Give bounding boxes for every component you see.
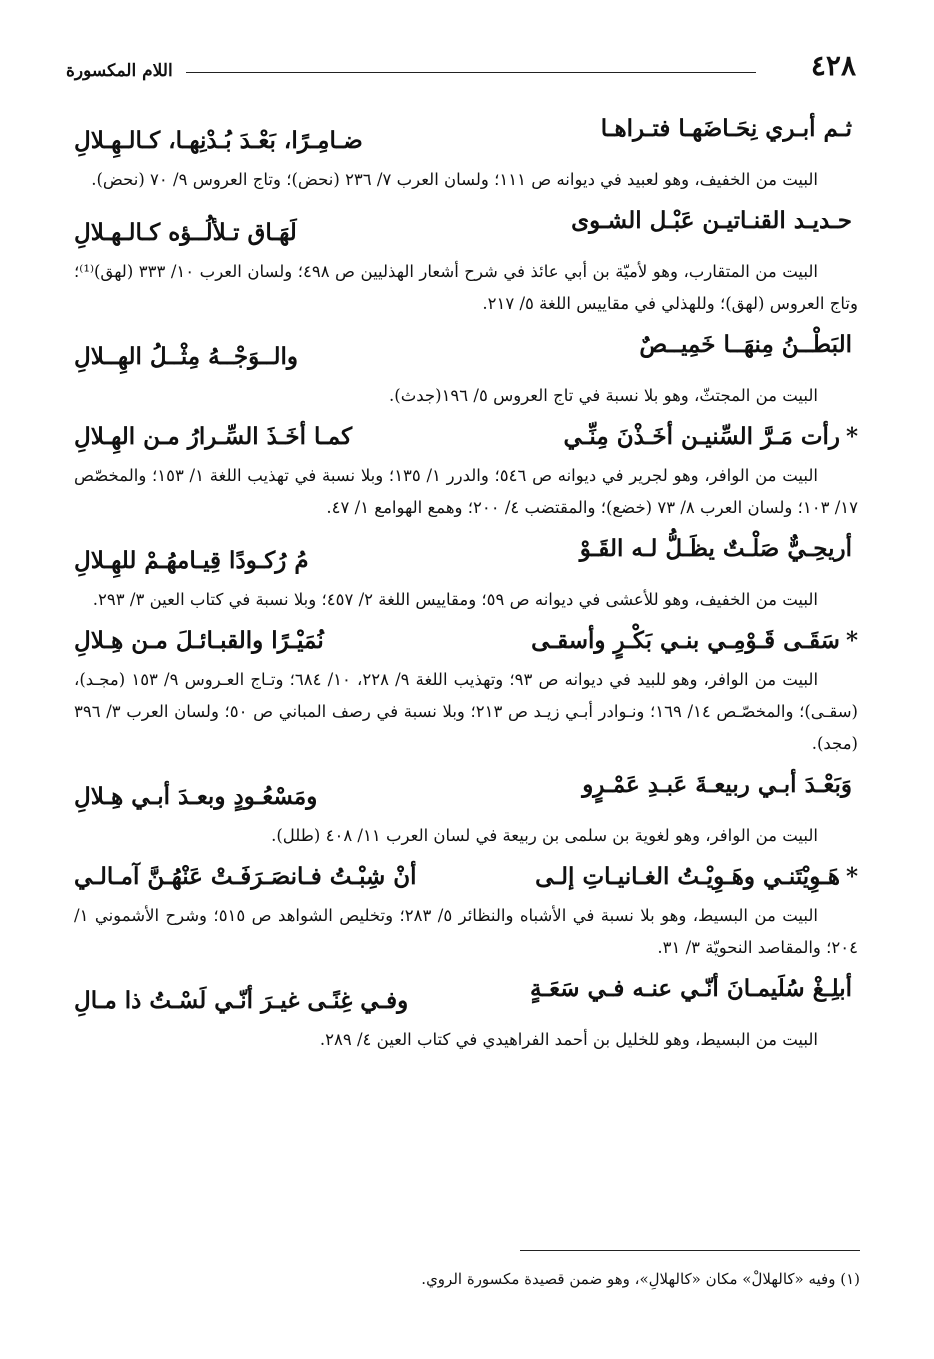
verse <box>74 202 858 252</box>
verse-marker: * <box>845 863 858 890</box>
hemistich-first: أبلِـغْ سُلَيمـانَ أنّـي عنـه فـي سَعَـةٍ <box>530 975 852 1002</box>
verse <box>74 622 858 660</box>
verse <box>74 970 858 1020</box>
verse <box>74 326 858 376</box>
hemistich-second: أنْ شِبْـتُ فـانصَـرَفَـتْ عَنْهُـنَّ آمـالـي <box>74 863 417 890</box>
footnote: (١) وفيه «كالهلالْ» مكان «كالهلالِ»، وهو ضمن قصيدة مكسورة الروي. <box>421 1270 860 1288</box>
verse <box>74 110 858 160</box>
hemistich-second: مُ رُكـودًا قِيـامهُـمْ للهِـلالِ <box>74 547 309 574</box>
hemistich-first: وَبَعْـدَ أبـي ربيعـةَ عَبـدِ عَمْـرٍو <box>582 771 852 798</box>
hemistich-second: وفـي غِنًـى غيـرَ أنّـي لَسْـتُ ذا مـالِ <box>74 987 409 1014</box>
hemistich-second: ومَسْعُـودٍ وبعـدَ أبـي هِـلالِ <box>74 783 318 810</box>
verse-note: البيت من الوافر، وهو لجرير في ديوانه ص ٥٤٦؛ والدرر ١/ ١٣٥؛ وبلا نسبة في تهذيب اللغة ١/ ١٥٣؛ والمخصّص ١٧/ ١٠٣؛ ولسان العرب ٨/ ٧٣ (خضع)؛ والمقتضب ٤/ ٢٠٠؛ وهمع الهوامع ١/ ٤٧. <box>74 466 858 517</box>
verse-note: البيت من الوافر، وهو لغوية بن سلمى بن ربيعة في لسان العرب ١١/ ٤٠٨ (طلل). <box>271 826 818 845</box>
verse <box>74 418 858 456</box>
verse-note: البيت من الوافر، وهو للبيد في ديوانه ص ٩٣؛ وتهذيب اللغة ٩/ ٢٢٨، ١٠/ ٦٨٤؛ وتـاج العـروس ٩/ ١٥٣ (مجـد)، (سقـى)؛ والمخصّـص ١٤/ ١٦٩؛ ونـوادر أبـي زيـد ص ٢١٣؛ وبلا نسبة في رصف المباني ص ٥٠؛ ولسان العرب ٣/ ٣٩٦ (مجد). <box>74 670 858 753</box>
verse-note: البيت من الخفيف، وهو للأعشى في ديوانه ص ٥٩؛ ومقاييس اللغة ٢/ ٤٥٧؛ وبلا نسبة في كتاب العين ٣/ ٢٩٣. <box>92 590 818 609</box>
page-content <box>74 106 858 1062</box>
hemistich-first: ثـم أبـري نِحَـاضَهـا فتـراهـا <box>600 115 852 142</box>
verse <box>74 858 858 896</box>
hemistich-first: سَقَـى قَـوْمِـي بنـي بَكْـرٍ وأسقـى <box>531 627 840 654</box>
verse-note: البيت من البسيط، وهو بلا نسبة في الأشباه والنظائر ٥/ ٢٨٣؛ وتخليص الشواهد ص ٥١٥؛ وشرح الأشموني ١/ ٢٠٤؛ والمقاصد النحويّة ٣/ ٣١. <box>74 906 858 957</box>
hemistich-first: حـديـد القنـاتيـن عَبْـل الشـوى <box>571 207 852 234</box>
verse-marker: * <box>845 423 858 450</box>
page-number: ٤٢٨ <box>810 49 856 82</box>
page-header <box>66 50 856 90</box>
section-title: اللام المكسورة <box>66 61 173 81</box>
header-rule <box>186 72 756 73</box>
verse <box>74 766 858 816</box>
hemistich-second: ضـامِـرًا، بَعْـدَ بُـدْنِهـا، كـالـهِـلالِ <box>74 127 363 154</box>
verse-note: البيت من المتقارب، وهو لأميّة بن أبي عائذ في شرح أشعار الهذليين ص ٤٩٨؛ ولسان العرب ١٠/ ٣٣٣ (لهق)⁽¹⁾؛ وتاج العروس (لهق)؛ وللهذلي في مقاييس اللغة ٥/ ٢١٧. <box>74 262 858 313</box>
verse <box>74 530 858 580</box>
hemistich-first: أريحِـيٌّ صَلْـتٌ يظَـلُّ لـه القَـوْ <box>579 535 852 562</box>
hemistich-second: والــوَجْــهُ مِثْــلُ الهِــلالِ <box>74 343 298 370</box>
verse-note: البيت من البسيط، وهو للخليل بن أحمد الفراهيدي في كتاب العين ٤/ ٢٨٩. <box>319 1030 818 1049</box>
hemistich-first: هَـوِيْتَنـي وهَـوِيْـتُ الغـانيـاتِ إلـى <box>535 863 840 890</box>
verse-marker: * <box>845 627 858 654</box>
hemistich-second: كمـا أخَـذَ السِّـرارُ مـن الهِـلالِ <box>74 423 353 450</box>
footnote-rule <box>520 1250 860 1251</box>
hemistich-second: نُمَيْـرًا والقبـائـلَ مـن هِـلالِ <box>74 627 324 654</box>
hemistich-first: رأت مَـرَّ السِّنيـن أخَـذْنَ مِنِّـي <box>563 423 840 450</box>
verse-note: البيت من الخفيف، وهو لعبيد في ديوانه ص ١١١؛ ولسان العرب ٧/ ٢٣٦ (نحض)؛ وتاج العروس ٩/ ٧٠ (نحض). <box>91 170 818 189</box>
verse-note: البيت من المجتثّ، وهو بلا نسبة في تاج العروس ٥/ ١٩٦(جدث). <box>389 386 818 405</box>
hemistich-first: البَطْــنُ مِنهَــا خَمِيــصٌ <box>639 331 852 358</box>
hemistich-second: لَهَـاق تـلألُــؤه كـالـهـلالِ <box>74 219 297 246</box>
